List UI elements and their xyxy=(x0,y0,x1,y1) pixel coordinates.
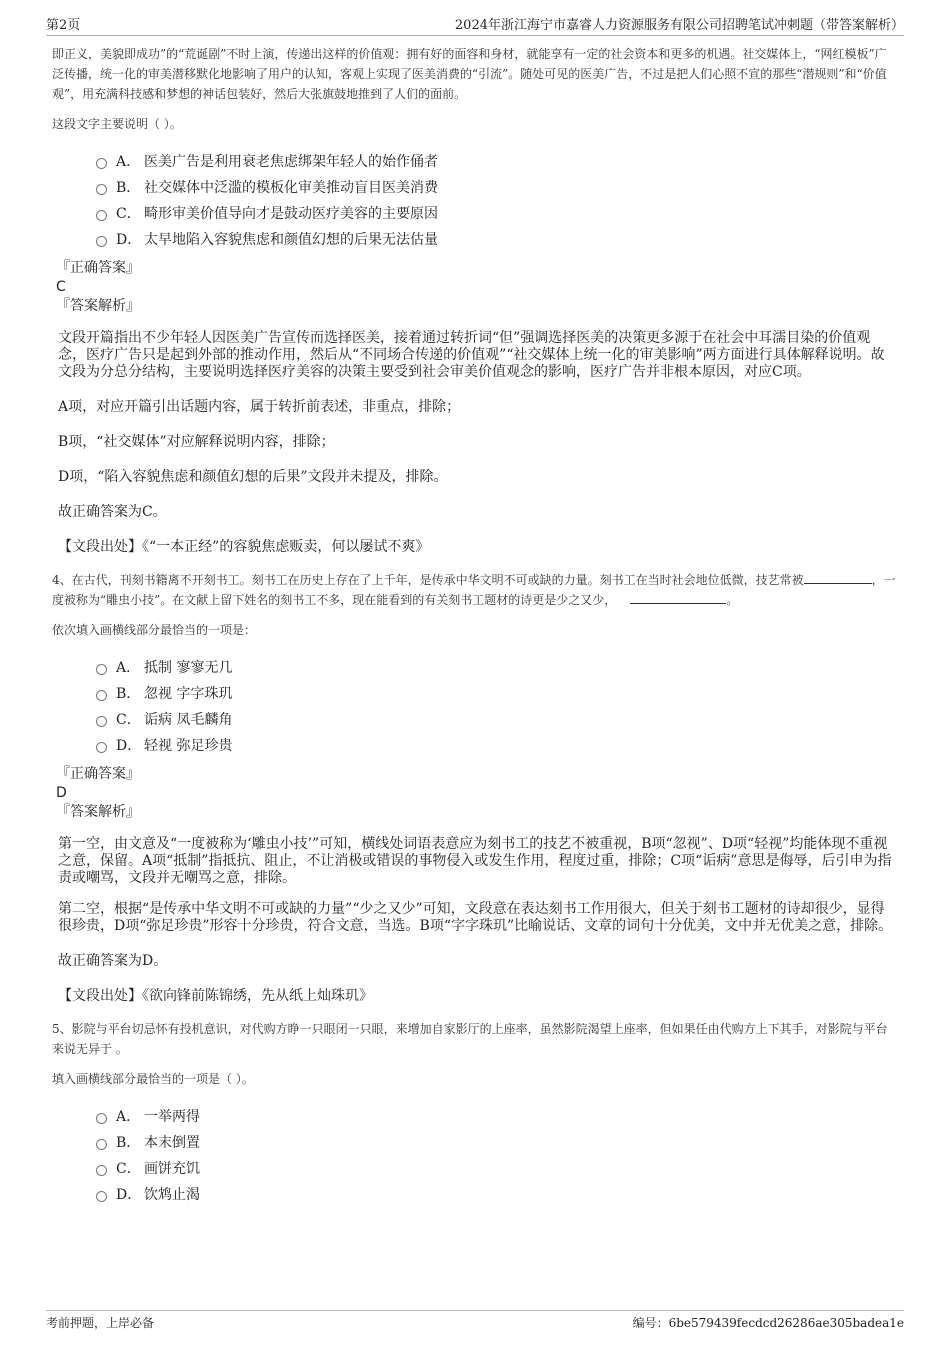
radio-icon[interactable] xyxy=(96,184,107,195)
footer-slogan: 考前押题，上岸必备 xyxy=(46,1316,155,1330)
q4-analysis-conclusion: 故正确答案为D。 xyxy=(58,953,168,969)
q4-source: 【文段出处】《欲向锋前陈锦绣，先从纸上灿珠玑》 xyxy=(58,988,373,1004)
radio-icon[interactable] xyxy=(96,1113,107,1124)
q3-answer-label: 『正确答案』 xyxy=(56,260,140,276)
q3-question: 这段文字主要说明（ ）。 xyxy=(52,117,182,131)
q3-answer: C xyxy=(56,279,66,295)
q3-option-a[interactable]: A． 医美广告是利用衰老焦虑绑架年轻人的始作俑者 xyxy=(96,148,898,174)
q4-blank-1 xyxy=(804,571,872,584)
q3-analysis-main: 文段开篇指出不少年轻人因医美广告宣传而选择医美，接着通过转折词“但”强调选择医美的决策更多源于在社会中耳濡目染的价值观念，医疗广告只是起到外部的推动作用，然后从“不同场合传递的价值观”“社交媒体上统一化的审美影响”两方面进行具体解释说明。故文段为分总分结构，主要说明选择医疗美容的决策主要受到社会审美价值观念的影响，医疗广告并非根本原因，对应C项。 xyxy=(58,330,885,380)
radio-icon[interactable] xyxy=(96,1139,107,1150)
radio-icon[interactable] xyxy=(96,210,107,221)
q3-analysis-d: D项，“陷入容貌焦虑和颜值幻想的后果”文段并未提及，排除。 xyxy=(58,469,448,485)
radio-icon[interactable] xyxy=(96,690,107,701)
q4-stem: 4、在古代，刊刻书籍离不开刻书工。刻书工在历史上存在了上千年，是传承中华文明不可或缺的力量。刻书工在当时社会地位低微，技艺常被 ，一度被称为“雕虫小技”。在文献上留下姓名的刻书工不多，现在能看到的有关刻书工题材的诗更是少之又少， 。 xyxy=(52,573,896,607)
q5-option-a[interactable]: A． 一举两得 xyxy=(96,1103,898,1129)
radio-icon[interactable] xyxy=(96,716,107,727)
q5-option-b[interactable]: B． 本末倒置 xyxy=(96,1129,898,1155)
q3-passage: 即正义，美貌即成功”的“荒诞剧”不时上演，传递出这样的价值观：拥有好的面容和身材，就能享有一定的社会资本和更多的机遇。社交媒体上，“网红模板”广泛传播，统一化的审美潜移默化地影响了用户的认知，客观上实现了医美消费的“引流”。随处可见的医美广告，不过是把人们心照不宣的那些“潜规则”和“价值观”，用充满科技感和梦想的神话包装好，然后大张旗鼓地推到了人们的面前。 xyxy=(52,47,887,101)
q3-option-c[interactable]: C． 畸形审美价值导向才是鼓动医疗美容的主要原因 xyxy=(96,200,898,226)
q5-question: 填入画横线部分最恰当的一项是（ ）。 xyxy=(52,1072,254,1086)
q4-answer: D xyxy=(56,785,67,801)
q4-answer-label: 『正确答案』 xyxy=(56,766,140,782)
q3-source: 【文段出处】《“一本正经”的容貌焦虑贩卖，何以屡试不爽》 xyxy=(58,539,430,555)
q5-options xyxy=(96,1103,898,1207)
radio-icon[interactable] xyxy=(96,236,107,247)
q5-option-d[interactable]: D． 饮鸩止渴 xyxy=(96,1181,898,1207)
q4-option-c[interactable]: C． 诟病 凤毛麟角 xyxy=(96,706,898,732)
q4-option-b[interactable]: B． 忽视 字字珠玑 xyxy=(96,680,898,706)
page-header xyxy=(46,14,904,36)
q4-question: 依次填入画横线部分最恰当的一项是： xyxy=(52,623,257,637)
radio-icon[interactable] xyxy=(96,664,107,675)
q3-option-d[interactable]: D． 太早地陷入容貌焦虑和颜值幻想的后果无法估量 xyxy=(96,226,898,252)
q5-stem: 5、影院与平台切忌怀有投机意识，对代购方睁一只眼闭一只眼，来增加自家影厅的上座率，虽然影院渴望上座率，但如果任由代购方上下其手，对影院与平台来说无异于 。 xyxy=(52,1022,888,1056)
q3-option-b[interactable]: B． 社交媒体中泛滥的模板化审美推动盲目医美消费 xyxy=(96,174,898,200)
page-footer xyxy=(46,1310,904,1331)
q3-options xyxy=(96,148,898,252)
q3-analysis-conclusion: 故正确答案为C。 xyxy=(58,504,167,520)
page-content xyxy=(52,44,898,1207)
q4-option-a[interactable]: A． 抵制 寥寥无几 xyxy=(96,654,898,680)
q4-analysis-label: 『答案解析』 xyxy=(56,804,140,820)
radio-icon[interactable] xyxy=(96,1165,107,1176)
q3-analysis-label: 『答案解析』 xyxy=(56,298,140,314)
q4-analysis-blank2: 第二空，根据“是传承中华文明不可或缺的力量”“少之又少”可知，文段意在表达刻书工作用很大，但关于刻书工题材的诗却很少，显得很珍贵，D项“弥足珍贵”形容十分珍贵，符合文意，当选。B项“字字珠玑”比喻说话、文章的词句十分优美，文中并无优美之意，排除。 xyxy=(58,901,893,934)
radio-icon[interactable] xyxy=(96,742,107,753)
q4-analysis-blank1: 第一空，由文意及“一度被称为‘雕虫小技’”可知，横线处词语表意应为刻书工的技艺不被重视，B项“忽视”、D项“轻视”均能体现不重视之意，保留。A项“抵制”指抵抗、阻止，不让消极或错误的事物侵入或发生作用，程度过重，排除；C项“诟病”意思是侮辱，后引申为指责或嘲骂，文段并无嘲骂之意，排除。 xyxy=(58,836,892,886)
radio-icon[interactable] xyxy=(96,158,107,169)
q4-blank-2 xyxy=(630,591,726,604)
q3-analysis-a: A项，对应开篇引出话题内容，属于转折前表述，非重点，排除； xyxy=(58,399,461,415)
q4-options xyxy=(96,654,898,758)
document-title: 2024年浙江海宁市嘉睿人力资源服务有限公司招聘笔试冲刺题（带答案解析） xyxy=(454,18,904,33)
q3-analysis-b: B项，“社交媒体”对应解释说明内容，排除； xyxy=(58,434,335,450)
q5-option-c[interactable]: C． 画饼充饥 xyxy=(96,1155,898,1181)
radio-icon[interactable] xyxy=(96,1191,107,1202)
page-number: 第2页 xyxy=(46,18,81,33)
footer-code: 编号：6be579439fecdcd26286ae305badea1e xyxy=(632,1316,904,1330)
q4-option-d[interactable]: D． 轻视 弥足珍贵 xyxy=(96,732,898,758)
